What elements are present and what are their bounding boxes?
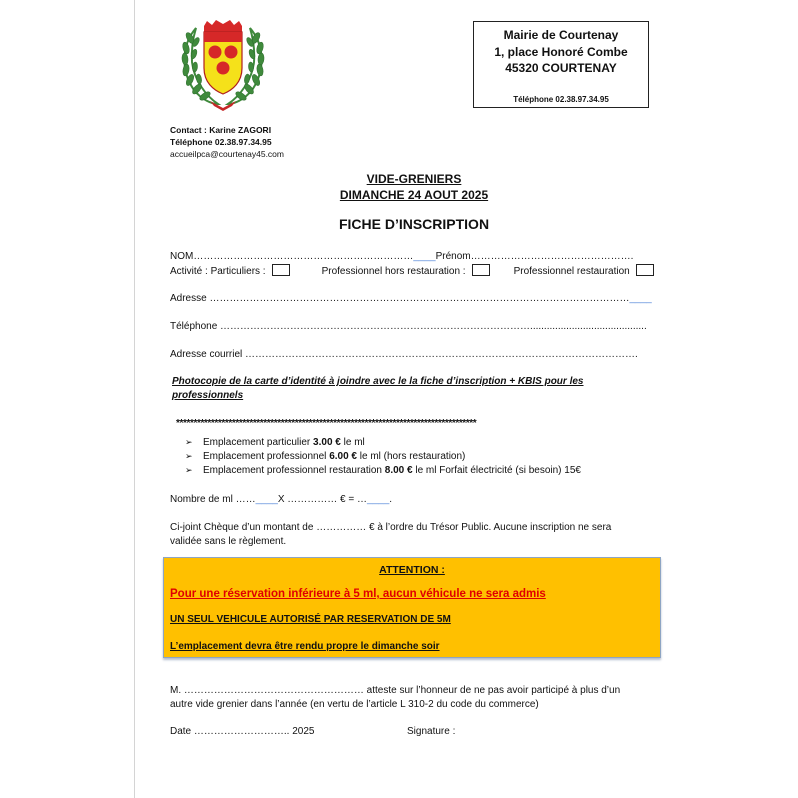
pro-hors-checkbox[interactable] <box>472 264 490 276</box>
prenom-field[interactable]: Prénom…………………………………………. <box>435 251 634 262</box>
nom-field[interactable]: NOM………………………………………………………… <box>170 251 414 262</box>
cheque-line2: validée sans le règlement. <box>170 536 287 547</box>
mairie-city: 45320 COURTENAY <box>505 61 617 75</box>
arrow-bullet-icon: ➢ <box>185 437 193 447</box>
calc-ml: Nombre de ml …… <box>170 494 256 505</box>
single-vehicle-rule: UN SEUL VEHICULE AUTORISÉ PAR RESERVATION DE 5M <box>170 614 451 625</box>
calc-price: X …………… € = … <box>277 494 368 505</box>
courriel-field[interactable]: Adresse courriel ………………………………………………………………………………………………………. <box>170 349 638 360</box>
name-line <box>170 251 633 262</box>
attestation-line2: autre vide grenier dans l’année (en vertu de l’article L 310-2 du code du commerce) <box>170 699 539 710</box>
pricing-unit: le ml Forfait électricité (si besoin) 15€ <box>412 465 581 476</box>
adresse-field[interactable]: Adresse ……………………………………………………………………………………………………………… <box>170 293 630 304</box>
courtenay-crest-logo <box>176 18 270 112</box>
contact-block <box>170 124 284 160</box>
cheque-line1: Ci-joint Chèque d’un montant de …………… € à l’ordre du Trésor Public. Aucune inscription ne sera <box>170 522 612 533</box>
pro-hors-label: Professionnel hors restauration : <box>321 266 466 277</box>
mairie-name: Mairie de Courtenay <box>503 28 619 42</box>
calc-line[interactable] <box>170 494 392 505</box>
calc-blank-ml: ____ <box>255 494 278 505</box>
activity-line <box>170 264 654 277</box>
pricing-price: 6.00 € <box>329 451 357 462</box>
page-edge <box>134 0 135 798</box>
id-note-line2: professionnels <box>172 390 244 401</box>
nom-blank: ____ <box>413 251 436 262</box>
attestation-line1[interactable]: M. ……………………………………………… atteste sur l’honneur de ne pas avoir participé à plus d’un <box>170 685 621 696</box>
pricing-item <box>185 451 465 462</box>
mairie-address-box <box>473 21 649 108</box>
adresse-blank: ____ <box>629 293 652 304</box>
id-note-line1: Photocopie de la carte d’identité à joindre avec le la fiche d’inscription + KBIS pour les <box>172 376 584 387</box>
particuliers-checkbox[interactable] <box>272 264 290 276</box>
contact-phone: Téléphone 02.38.97.34.95 <box>170 137 272 147</box>
arrow-bullet-icon: ➢ <box>185 451 193 461</box>
pricing-price: 3.00 € <box>313 437 341 448</box>
mairie-telephone: Téléphone 02.38.97.34.95 <box>513 95 609 104</box>
adresse-line <box>170 293 652 304</box>
pricing-unit: le ml <box>340 437 365 448</box>
attention-heading: ATTENTION : <box>379 564 445 576</box>
pricing-unit: le ml (hors restauration) <box>357 451 466 462</box>
activity-particuliers-label: Activité : Particuliers : <box>170 266 266 277</box>
pro-resto-checkbox[interactable] <box>636 264 654 276</box>
pricing-item <box>185 437 365 448</box>
telephone-field[interactable]: Téléphone ………………………………………………………………………………….......................................... <box>170 321 647 332</box>
event-title: VIDE-GRENIERS <box>366 172 462 186</box>
attention-box <box>163 557 661 658</box>
cleanup-rule: L’emplacement devra être rendu propre le dimanche soir <box>170 641 440 652</box>
pricing-price: 8.00 € <box>384 465 413 476</box>
contact-email: accueilpca@courtenay45.com <box>170 149 284 159</box>
pricing-item <box>185 465 581 476</box>
arrow-bullet-icon: ➢ <box>185 465 193 475</box>
pro-resto-label: Professionnel restauration <box>513 266 630 277</box>
date-field[interactable]: Date ……………………….. 2025 <box>170 726 315 737</box>
calc-end: . <box>389 494 393 505</box>
pricing-text: Emplacement particulier <box>203 437 314 448</box>
calc-blank-total: ____ <box>367 494 390 505</box>
event-date: DIMANCHE 24 AOUT 2025 <box>339 188 489 202</box>
separator-stars: ************************************************************************************** <box>176 418 477 429</box>
contact-name: Contact : Karine ZAGORI <box>170 125 272 135</box>
pricing-text: Emplacement professionnel <box>203 451 330 462</box>
signature-field[interactable]: Signature : <box>407 726 456 737</box>
form-title: FICHE D’INSCRIPTION <box>338 216 490 232</box>
pricing-text: Emplacement professionnel restauration <box>203 465 385 476</box>
vehicle-warning: Pour une réservation inférieure à 5 ml, aucun véhicule ne sera admis <box>170 588 546 600</box>
mairie-street: 1, place Honoré Combe <box>494 44 628 59</box>
